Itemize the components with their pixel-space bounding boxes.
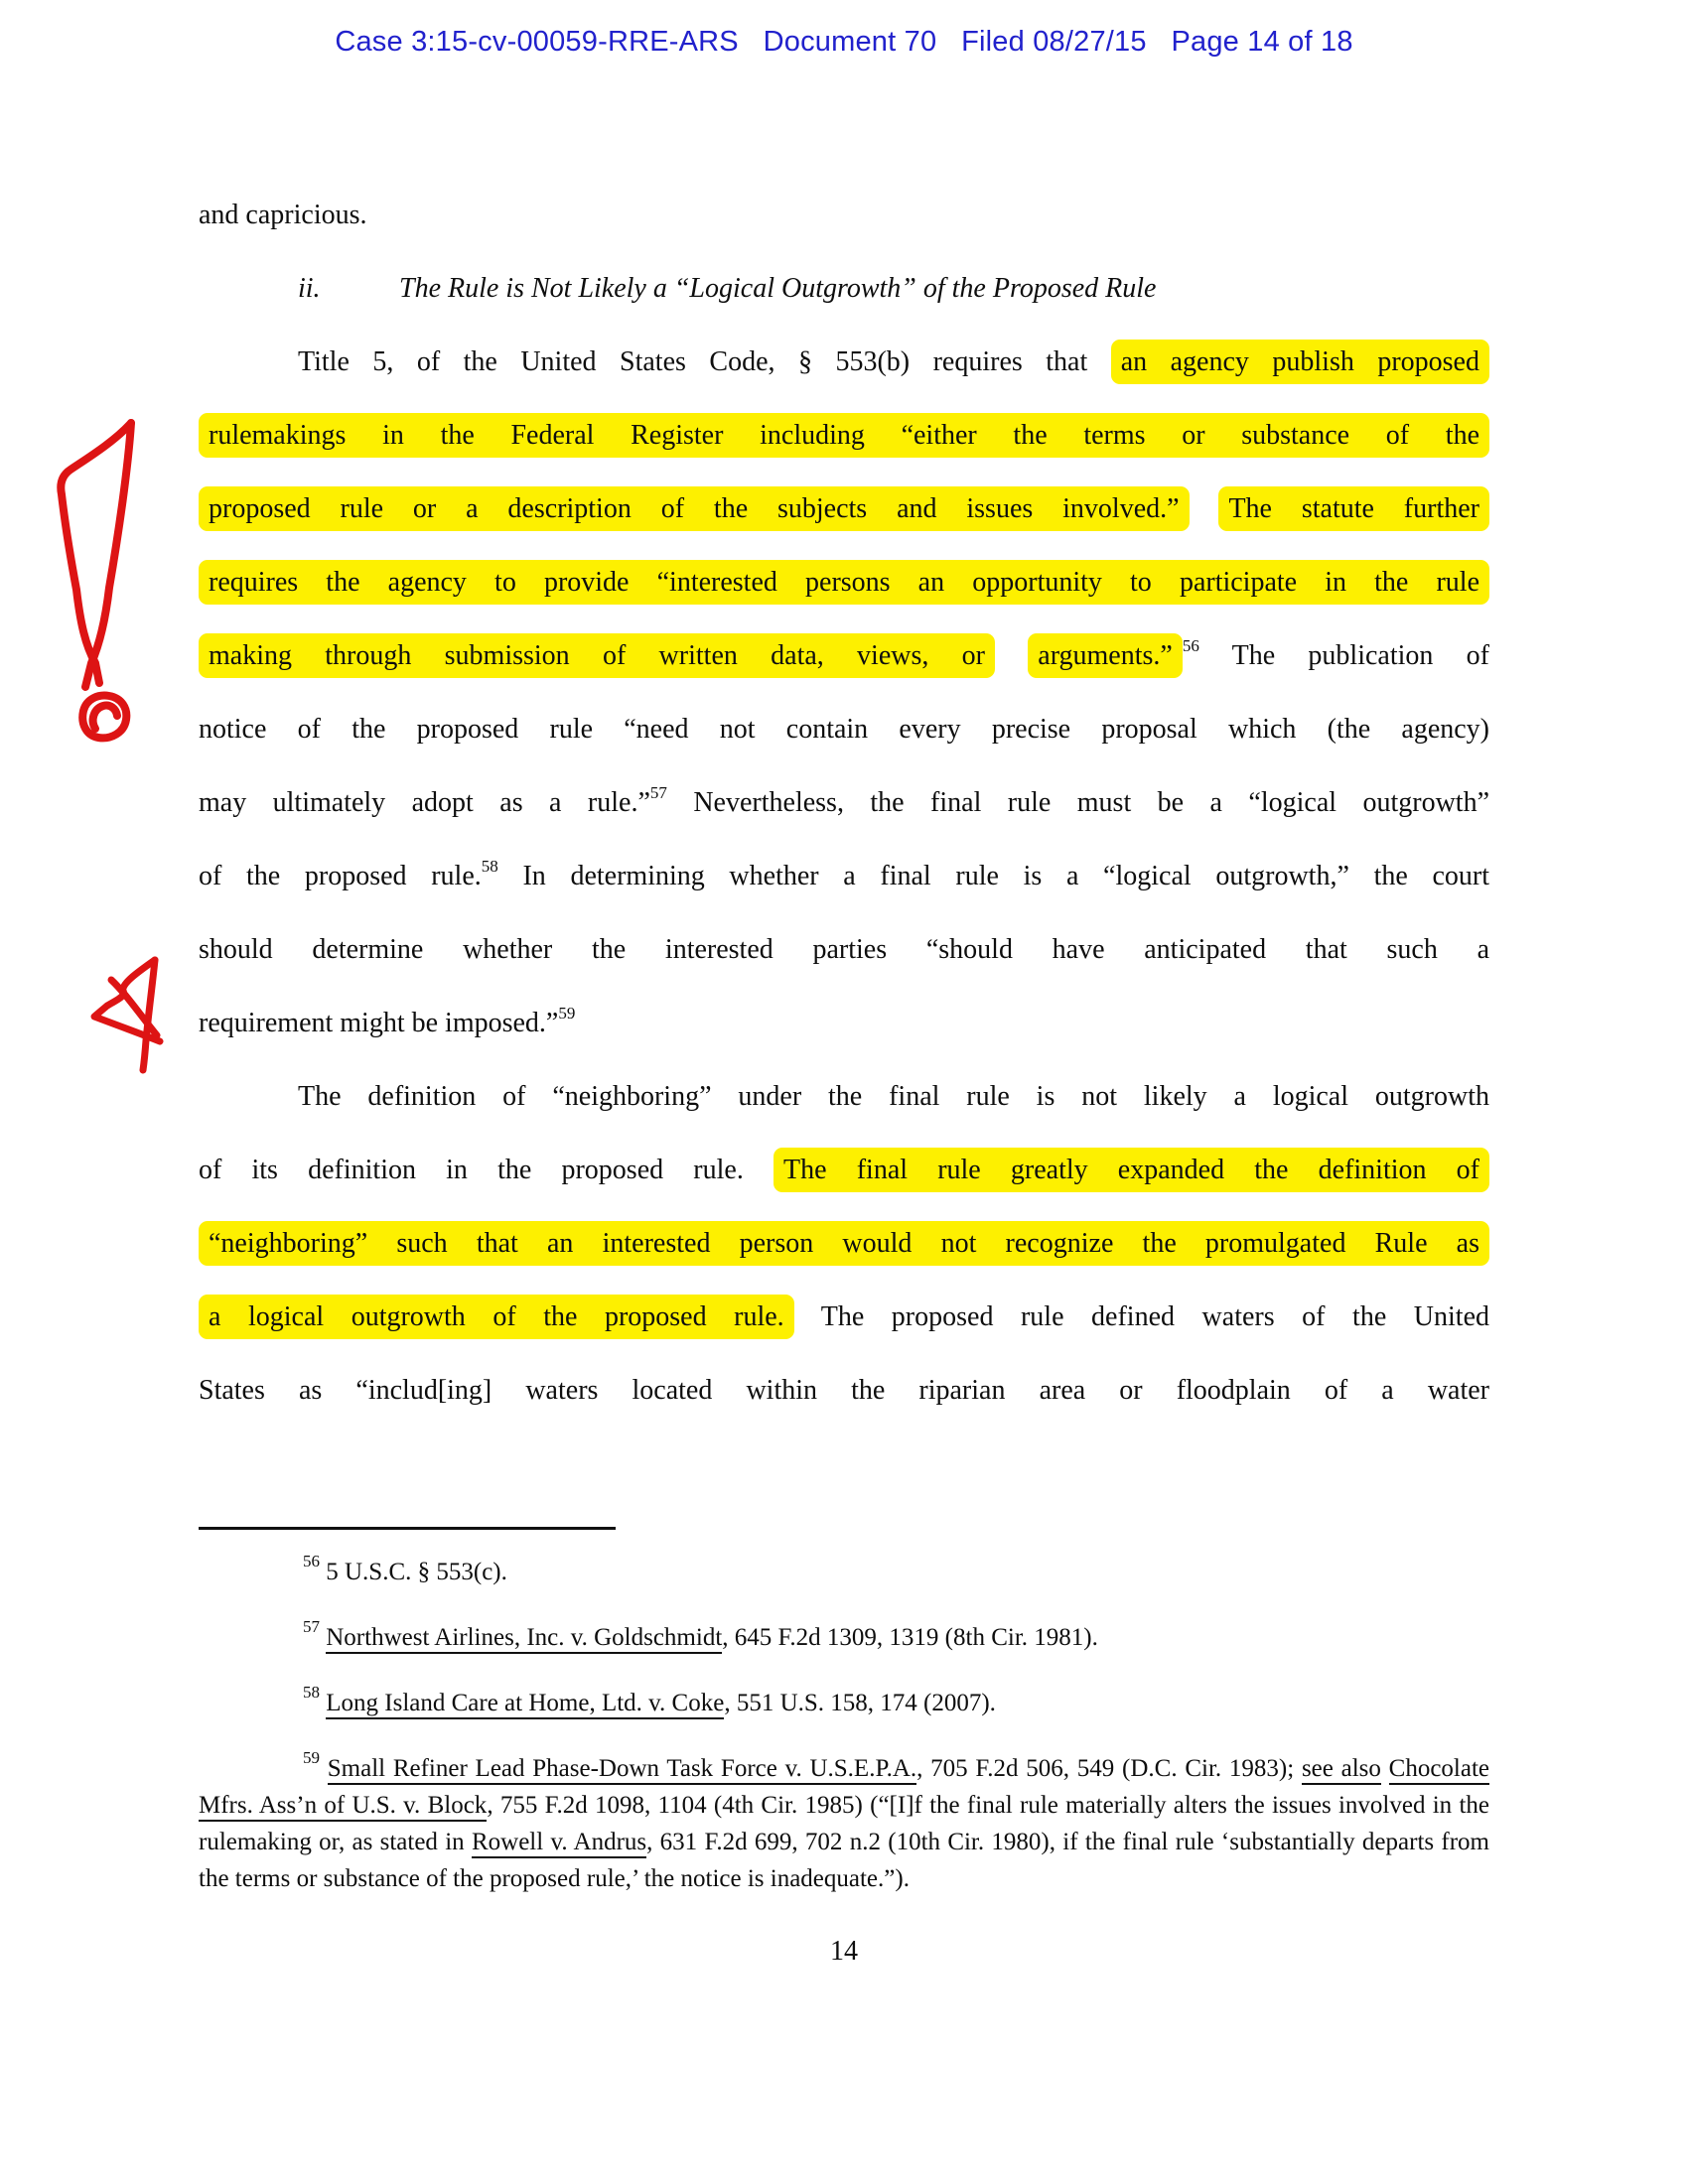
arrow-head-stroke xyxy=(94,960,160,1041)
text-segment: may ultimately adopt as a rule.” xyxy=(199,787,650,818)
highlighted-text: making through submission of written data, views, or xyxy=(199,633,995,678)
case-header: Case 3:15-cv-00059-RRE-ARS Document 70 Filed 08/27/15 Page 14 of 18 xyxy=(335,26,1353,58)
case-citation: Long Island Care at Home, Ltd. v. Coke xyxy=(326,1690,724,1719)
heading-number: ii. xyxy=(298,273,321,304)
text-segment: and capricious. xyxy=(199,200,367,230)
text-segment: Nevertheless, the final rule must be a “logical outgrowth” xyxy=(666,787,1490,818)
page-number: 14 xyxy=(830,1936,858,1967)
text-line xyxy=(199,766,1489,840)
arrow-annotation xyxy=(94,960,160,1070)
text-segment xyxy=(1190,493,1219,524)
footnote-text: , 755 F.2d 1098, 1104 (4th Cir. 1985) (“[I]f the final rule materially alters the issues involved in the rulemaking or, as stated in xyxy=(199,1792,1490,1855)
text-segment: The proposed rule defined waters of the United xyxy=(793,1301,1489,1332)
text-segment: of the proposed rule. xyxy=(199,861,482,891)
highlighted-text: “neighboring” such that an interested person would not recognize the promulgated Rule as xyxy=(199,1221,1489,1266)
footnotes xyxy=(199,1554,1489,1926)
footnote-text: , 551 U.S. 158, 174 (2007). xyxy=(724,1690,996,1716)
footnote-separator xyxy=(199,1527,616,1530)
text-line xyxy=(199,546,1489,619)
footnote-reference: 59 xyxy=(558,1004,576,1023)
highlighted-text: proposed rule or a description of the subjects and issues involved.” xyxy=(199,486,1190,531)
text-line xyxy=(199,840,1489,913)
exclamation-right-stroke xyxy=(85,423,131,687)
exclamation-left-stroke xyxy=(61,423,131,683)
text-segment: States as “includ[ing] waters located within the riparian area or floodplain of a water xyxy=(199,1375,1489,1406)
section-heading xyxy=(199,252,1489,326)
text-line xyxy=(199,473,1489,546)
highlighted-text: The final rule greatly expanded the definition of xyxy=(774,1148,1489,1192)
footnote-number: 57 xyxy=(303,1617,320,1636)
highlighted-text: requires the agency to provide “interested persons an opportunity to participate in the rule xyxy=(199,560,1489,605)
text-line xyxy=(199,1134,1489,1207)
text-segment: requirement might be imposed.” xyxy=(199,1008,559,1038)
text-line xyxy=(199,179,1489,252)
text-segment: The definition of “neighboring” under the final rule is not likely a logical outgrowth xyxy=(298,1081,1489,1112)
case-citation: Small Refiner Lead Phase-Down Task Force v. U.S.E.P.A. xyxy=(328,1755,916,1785)
text-line xyxy=(199,987,1489,1060)
footnote-text: , 645 F.2d 1309, 1319 (8th Cir. 1981). xyxy=(722,1624,1098,1651)
footnote-text: , 631 F.2d 699, 702 n.2 (10th Cir. 1980), if the final rule ‘substantially departs from the terms or substance of the proposed rule,’ the notice is inadequate.”). xyxy=(199,1829,1490,1892)
footnote-number: 58 xyxy=(303,1683,320,1702)
arrow-inner-stroke xyxy=(111,980,157,1035)
footnote-number: 56 xyxy=(303,1552,320,1570)
footnote-number: 59 xyxy=(303,1748,320,1767)
footnote-reference: 56 xyxy=(1182,636,1199,655)
footnote-56 xyxy=(199,1554,1489,1590)
highlighted-text: a logical outgrowth of the proposed rule. xyxy=(199,1295,794,1339)
footnote-text: 5 U.S.C. § 553(c). xyxy=(326,1559,507,1585)
text-line xyxy=(199,326,1489,399)
case-citation: Rowell v. Andrus xyxy=(472,1829,646,1858)
arrow-tail-stroke xyxy=(143,960,155,1070)
highlighted-text: an agency publish proposed xyxy=(1111,340,1489,384)
footnote-reference: 57 xyxy=(649,783,667,802)
text-line xyxy=(199,619,1489,693)
text-line xyxy=(199,399,1489,473)
text-segment: The Rule is Not Likely a “Logical Outgrowth” of the Proposed Rule xyxy=(399,273,1157,304)
text-segment: Title 5, of the United States Code, § 553(b) requires that xyxy=(298,346,1111,377)
footnote-59 xyxy=(199,1750,1489,1897)
body-lines xyxy=(199,179,1489,1428)
text-segment: notice of the proposed rule “need not contain every precise proposal which (the agency) xyxy=(199,714,1489,745)
footnote-text xyxy=(1381,1755,1389,1782)
text-segment: In determining whether a final rule is a “logical outgrowth,” the court xyxy=(497,861,1489,891)
case-citation: see also xyxy=(1302,1755,1381,1785)
text-line xyxy=(199,693,1489,766)
case-citation: Northwest Airlines, Inc. v. Goldschmidt xyxy=(326,1624,722,1654)
footnote-reference: 58 xyxy=(481,857,498,876)
text-line xyxy=(199,1354,1489,1428)
footnote-text: , 705 F.2d 506, 549 (D.C. Cir. 1983); xyxy=(916,1755,1302,1782)
exclamation-mark-annotation xyxy=(61,423,131,738)
text-line xyxy=(199,1207,1489,1281)
text-line xyxy=(199,1060,1489,1134)
case-citation: Chocolate Mfrs. Ass’n of U.S. v. Block xyxy=(199,1755,1489,1822)
highlighted-text: rulemakings in the Federal Register including “either the terms or substance of the xyxy=(199,413,1489,458)
text-segment: The publication of xyxy=(1198,640,1489,671)
text-line xyxy=(199,913,1489,987)
highlighted-text: arguments.” xyxy=(1028,633,1183,678)
text-line xyxy=(199,1281,1489,1354)
text-segment xyxy=(995,640,1028,671)
text-segment: should determine whether the interested parties “should have anticipated that such a xyxy=(199,934,1489,965)
text-segment: of its definition in the proposed rule. xyxy=(199,1155,774,1185)
exclamation-dot xyxy=(82,696,126,739)
exclamation-dot-scribble xyxy=(93,706,117,729)
highlighted-text: The statute further xyxy=(1218,486,1489,531)
footnote-58 xyxy=(199,1685,1489,1721)
footnote-57 xyxy=(199,1619,1489,1656)
